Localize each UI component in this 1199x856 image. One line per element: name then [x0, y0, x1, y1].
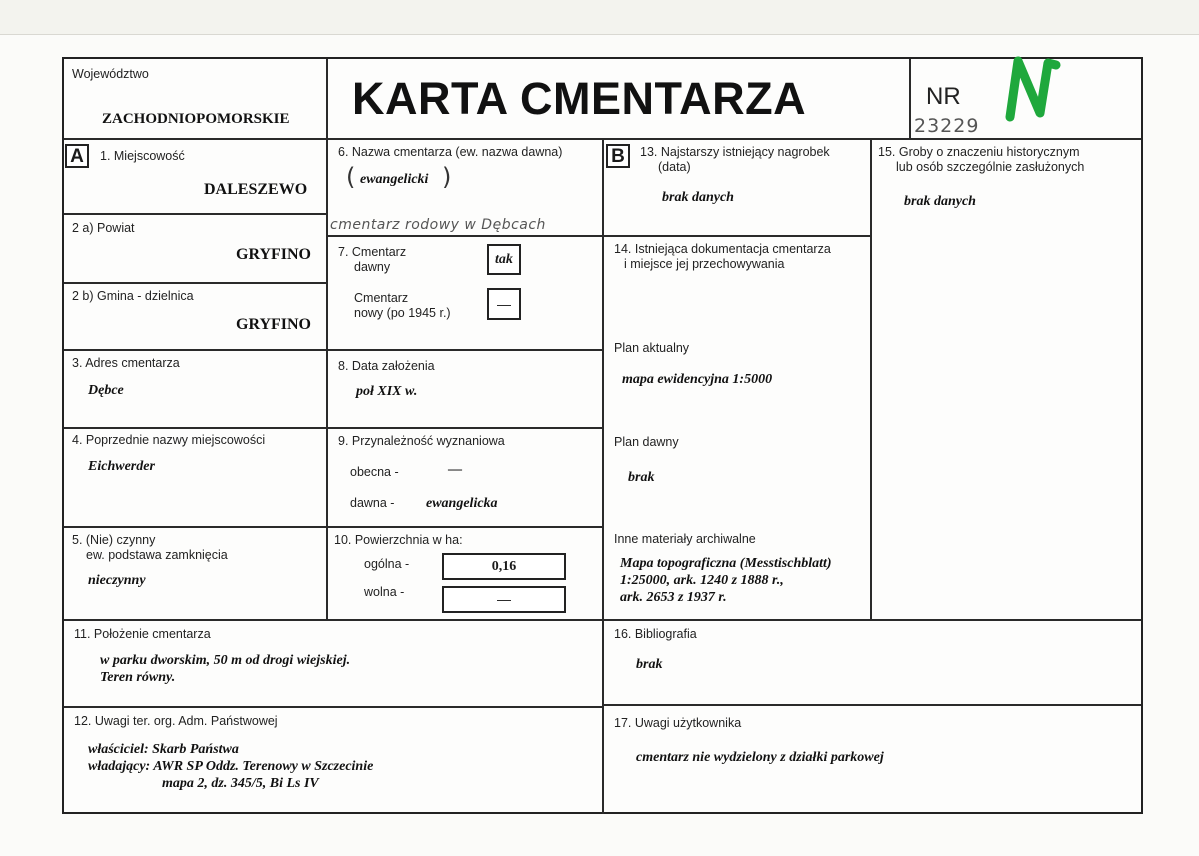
section-a-badge: A [65, 144, 89, 168]
bibliografia-value: brak [636, 657, 663, 672]
data-zalozenia-value: poł XIX w. [356, 384, 418, 399]
groby-label-2: lub osób szczególnie zasłużonych [896, 160, 1085, 174]
line-v-right-col [870, 138, 872, 620]
nr-handwritten: 23229 [914, 115, 980, 137]
polozenie-value-1: w parku dworskim, 50 m od drogi wiejskiej. [100, 653, 351, 668]
section-b-badge: B [606, 144, 630, 168]
powierzchnia-ogolna-box: 0,16 [442, 553, 566, 580]
line-6-7 [328, 235, 604, 237]
nazwa-handwritten: cmentarz rodowy w Dębcach [330, 217, 546, 233]
line-a4 [64, 427, 604, 429]
przynaleznosc-dawna-value: ewangelicka [426, 496, 498, 511]
uwagi-uzytkownika-value: cmentarz nie wydzielony z działki parkowej [636, 750, 884, 765]
data-zalozenia-label: 8. Data założenia [338, 359, 435, 373]
inne-materialy-line-2: 1:25000, ark. 1240 z 1888 r., [620, 573, 784, 588]
czynny-label-1: 5. (Nie) czynny [72, 533, 156, 547]
dokumentacja-label-2: i miejsce jej przechowywania [624, 257, 785, 271]
plan-aktualny-label: Plan aktualny [614, 341, 690, 355]
groby-value: brak danych [904, 194, 976, 209]
inne-materialy-line-3: ark. 2653 z 1937 r. [620, 590, 727, 605]
uwagi-uzytkownika-label: 17. Uwagi użytkownika [614, 716, 742, 730]
czynny-label-2: ew. podstawa zamknięcia [86, 548, 228, 562]
line-16-17 [604, 704, 1141, 706]
uwagi-ter-line-1: właściciel: Skarb Państwa [88, 742, 239, 757]
cmentarz-dawny-label-2: dawny [354, 260, 391, 274]
dokumentacja-label-1: 14. Istniejąca dokumentacja cmentarza [614, 242, 831, 256]
inne-materialy-line-1: Mapa topograficzna (Messtischblatt) [620, 556, 832, 571]
miejscowosc-label: 1. Miejscowość [100, 149, 185, 163]
wojewodztwo-value: ZACHODNIOPOMORSKIE [102, 111, 290, 127]
miejscowosc-value: DALESZEWO [204, 181, 308, 198]
polozenie-label: 11. Położenie cmentarza [74, 627, 211, 641]
nazwa-label: 6. Nazwa cmentarza (ew. nazwa dawna) [338, 145, 563, 159]
powierzchnia-label: 10. Powierzchnia w ha: [334, 533, 463, 547]
page-title: KARTA CMENTARZA [352, 73, 807, 124]
powierzchnia-wolna-box: — [442, 586, 566, 613]
cmentarz-nowy-label-2: nowy (po 1945 r.) [354, 306, 451, 320]
cmentarz-dawny-label-1: 7. Cmentarz [338, 245, 407, 259]
czynny-value: nieczynny [88, 573, 146, 588]
poprzednie-nazwy-label: 4. Poprzednie nazwy miejscowości [72, 433, 266, 447]
cemetery-card-form [62, 57, 1143, 814]
scan-top-band [0, 0, 1199, 35]
gmina-label: 2 b) Gmina - dzielnica [72, 289, 194, 303]
line-v-middle [602, 138, 604, 814]
najstarszy-value: brak danych [662, 190, 734, 205]
plan-dawny-value: brak [628, 470, 655, 485]
przynaleznosc-dawna-label: dawna - [350, 496, 395, 510]
line-11-12 [64, 706, 604, 708]
przynaleznosc-label: 9. Przynależność wyznaniowa [338, 434, 505, 448]
adres-value: Dębce [88, 383, 124, 398]
polozenie-value-2: Teren równy. [100, 670, 176, 685]
przynaleznosc-obecna-label: obecna - [350, 465, 399, 479]
uwagi-ter-line-2: władający: AWR SP Oddz. Terenowy w Szczecinie [88, 759, 374, 774]
cmentarz-nowy-box: — [487, 288, 521, 320]
bibliografia-label: 16. Bibliografia [614, 627, 697, 641]
uwagi-ter-line-3: mapa 2, dz. 345/5, Bi Ls IV [162, 776, 319, 791]
powiat-label: 2 a) Powiat [72, 221, 135, 235]
line-v-left-col [326, 59, 328, 621]
line-a1 [64, 213, 328, 215]
uwagi-ter-label: 12. Uwagi ter. org. Adm. Państwowej [74, 714, 278, 728]
plan-dawny-label: Plan dawny [614, 435, 679, 449]
inne-materialy-label: Inne materiały archiwalne [614, 532, 756, 546]
adres-label: 3. Adres cmentarza [72, 356, 180, 370]
line-a3 [64, 349, 604, 351]
line-a5 [64, 526, 604, 528]
przynaleznosc-obecna-value: — [448, 462, 462, 477]
powiat-value: GRYFINO [236, 246, 311, 263]
cmentarz-nowy-label-1: Cmentarz [354, 291, 409, 305]
line-v-title-right [909, 59, 911, 139]
line-b13 [604, 235, 872, 237]
nazwa-paren-open: ( [346, 163, 356, 191]
nr-mark [1000, 55, 1082, 127]
najstarszy-label-1: 13. Najstarszy istniejący nagrobek [640, 145, 830, 159]
nr-label: NR [926, 83, 961, 110]
najstarszy-label-2: (data) [658, 160, 691, 174]
powierzchnia-wolna-label: wolna - [364, 585, 405, 599]
green-check-mark-icon [1000, 55, 1082, 127]
wojewodztwo-label: Województwo [72, 67, 149, 81]
poprzednie-nazwy-value: Eichwerder [88, 459, 155, 474]
gmina-value: GRYFINO [236, 316, 311, 333]
cmentarz-dawny-box: tak [487, 244, 521, 275]
plan-aktualny-value: mapa ewidencyjna 1:5000 [622, 372, 773, 387]
powierzchnia-ogolna-label: ogólna - [364, 557, 410, 571]
groby-label-1: 15. Groby o znaczeniu historycznym [878, 145, 1080, 159]
line-a2 [64, 282, 328, 284]
nazwa-paren-close: ) [442, 163, 452, 191]
nazwa-value: ewangelicki [360, 172, 429, 187]
